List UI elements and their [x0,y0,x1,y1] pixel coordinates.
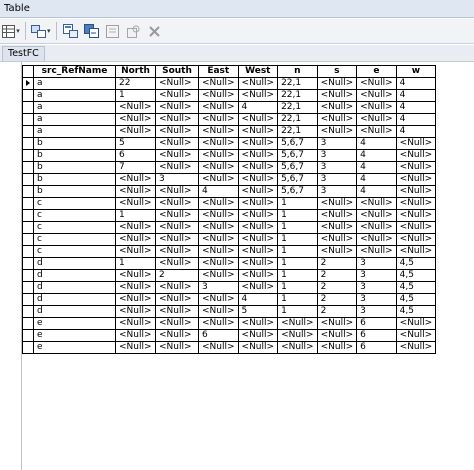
table-cell[interactable]: <Null> [396,330,436,342]
table-cell[interactable]: <Null> [199,198,239,210]
table-cell[interactable]: 1 [278,210,318,222]
table-cell[interactable]: <Null> [238,342,278,354]
table-cell[interactable]: <Null> [278,330,318,342]
column-header[interactable]: South [156,66,199,78]
table-cell[interactable]: <Null> [156,342,199,354]
table-cell[interactable]: <Null> [357,90,397,102]
table-cell[interactable]: <Null> [156,150,199,162]
table-cell[interactable]: c [34,222,116,234]
table-row[interactable] [23,114,436,126]
table-row[interactable] [23,174,436,186]
table-cell[interactable]: <Null> [238,246,278,258]
table-cell[interactable]: <Null> [156,78,199,90]
table-cell[interactable]: <Null> [357,126,397,138]
table-row[interactable] [23,186,436,198]
current-row-arrow-icon [26,80,30,86]
table-cell[interactable]: <Null> [199,210,239,222]
table-row[interactable] [23,102,436,114]
table-row[interactable] [23,330,436,342]
clear-selection-button[interactable] [104,21,122,41]
table-row[interactable] [23,282,436,294]
table-cell[interactable]: 4 [357,186,397,198]
row-selector[interactable] [23,198,34,210]
table-cell[interactable]: e [34,318,116,330]
table-cell[interactable]: <Null> [238,78,278,90]
table-cell[interactable]: <Null> [156,126,199,138]
table-cell[interactable]: 22,1 [278,78,318,90]
table-cell[interactable]: a [34,102,116,114]
table-cell[interactable]: <Null> [357,246,397,258]
table-cell[interactable]: <Null> [199,150,239,162]
table-cell[interactable]: e [34,342,116,354]
table-cell[interactable]: 5,6,7 [278,150,318,162]
table-cell[interactable]: a [34,114,116,126]
table-cell[interactable]: 1 [278,198,318,210]
table-cell[interactable]: 1 [116,258,156,270]
table-cell[interactable]: <Null> [116,294,156,306]
table-cell[interactable]: c [34,234,116,246]
table-cell[interactable]: <Null> [199,102,239,114]
table-cell[interactable]: c [34,246,116,258]
table-cell[interactable]: <Null> [238,222,278,234]
table-cell[interactable]: 4,5 [396,258,436,270]
table-cell[interactable]: <Null> [238,174,278,186]
row-selector[interactable] [23,282,34,294]
table-row[interactable] [23,90,436,102]
table-cell[interactable]: <Null> [199,318,239,330]
table-cell[interactable]: <Null> [116,306,156,318]
table-cell[interactable]: 3 [156,174,199,186]
row-selector[interactable] [23,342,34,354]
table-cell[interactable]: 4 [357,150,397,162]
toolbar-separator [56,22,57,40]
row-selector[interactable] [23,246,34,258]
table-cell[interactable]: <Null> [199,234,239,246]
table-options-icon [2,25,15,38]
table-cell[interactable]: <Null> [317,198,357,210]
table-cell[interactable]: <Null> [156,330,199,342]
select-by-attributes-icon [63,24,78,38]
column-header[interactable]: n [278,66,318,78]
table-cell[interactable]: 4,5 [396,282,436,294]
table-cell[interactable]: <Null> [396,222,436,234]
table-cell[interactable]: <Null> [116,246,156,258]
table-row[interactable] [23,234,436,246]
table-cell[interactable]: <Null> [238,186,278,198]
table-cell[interactable]: <Null> [396,138,436,150]
table-row[interactable] [23,210,436,222]
row-selector[interactable] [23,162,34,174]
table-cell[interactable]: <Null> [317,102,357,114]
table-cell[interactable]: <Null> [238,258,278,270]
row-selector[interactable] [23,318,34,330]
table-cell[interactable]: 3 [357,270,397,282]
table-cell[interactable]: 4 [396,114,436,126]
table-cell[interactable]: 5 [116,138,156,150]
table-cell[interactable]: <Null> [396,174,436,186]
table-cell[interactable]: d [34,270,116,282]
table-cell[interactable]: 2 [317,270,357,282]
table-cell[interactable]: <Null> [396,162,436,174]
table-cell[interactable]: <Null> [396,246,436,258]
row-selector[interactable] [23,330,34,342]
table-cell[interactable]: 1 [116,90,156,102]
table-cell[interactable]: 3 [357,282,397,294]
delete-selected-icon [149,26,160,37]
table-cell[interactable]: <Null> [116,342,156,354]
table-cell[interactable]: <Null> [116,282,156,294]
table-cell[interactable]: <Null> [199,174,239,186]
table-cell[interactable]: 5,6,7 [278,162,318,174]
row-selector[interactable] [23,102,34,114]
column-header[interactable]: src_RefName [34,66,116,78]
column-header[interactable]: West [238,66,278,78]
table-cell[interactable]: 1 [278,222,318,234]
table-cell[interactable]: 2 [317,306,357,318]
table-cell[interactable]: <Null> [156,234,199,246]
table-cell[interactable]: <Null> [396,186,436,198]
table-cell[interactable]: 7 [116,162,156,174]
table-cell[interactable]: a [34,126,116,138]
table-cell[interactable]: <Null> [238,210,278,222]
table-cell[interactable]: <Null> [317,222,357,234]
table-cell[interactable]: <Null> [199,138,239,150]
table-cell[interactable]: b [34,174,116,186]
table-cell[interactable]: <Null> [199,78,239,90]
table-cell[interactable]: <Null> [156,186,199,198]
delete-selected-button[interactable] [146,21,164,41]
table-cell[interactable]: <Null> [116,234,156,246]
table-cell[interactable]: 1 [278,258,318,270]
table-cell[interactable]: 2 [317,282,357,294]
table-cell[interactable]: d [34,306,116,318]
table-cell[interactable]: <Null> [199,162,239,174]
switch-selection-button[interactable] [83,21,101,41]
table-cell[interactable]: b [34,186,116,198]
table-row[interactable] [23,138,436,150]
select-by-attributes-button[interactable] [62,21,80,41]
row-selector[interactable] [23,114,34,126]
table-row[interactable] [23,150,436,162]
table-cell[interactable]: <Null> [199,294,239,306]
table-cell[interactable]: <Null> [116,198,156,210]
table-cell[interactable]: <Null> [396,198,436,210]
table-cell[interactable]: 1 [278,234,318,246]
table-cell[interactable]: <Null> [116,126,156,138]
table-cell[interactable]: e [34,330,116,342]
table-cell[interactable]: c [34,210,116,222]
table-cell[interactable]: 1 [278,270,318,282]
table-cell[interactable]: 3 [317,174,357,186]
table-cell[interactable]: 4,5 [396,294,436,306]
table-cell[interactable]: 3 [317,162,357,174]
table-cell[interactable]: 4 [357,138,397,150]
table-cell[interactable]: 4 [357,174,397,186]
table-cell[interactable]: <Null> [156,222,199,234]
table-cell[interactable]: 3 [317,150,357,162]
table-cell[interactable]: 4 [396,126,436,138]
row-selector[interactable] [23,126,34,138]
table-cell[interactable]: 22 [116,78,156,90]
table-cell[interactable]: 3 [317,138,357,150]
table-cell[interactable]: 4 [199,186,239,198]
table-cell[interactable]: <Null> [156,258,199,270]
table-cell[interactable]: <Null> [238,90,278,102]
table-cell[interactable]: <Null> [317,126,357,138]
table-cell[interactable]: d [34,294,116,306]
table-cell[interactable]: 3 [357,258,397,270]
table-cell[interactable]: <Null> [317,246,357,258]
table-cell[interactable]: <Null> [357,222,397,234]
table-row[interactable] [23,258,436,270]
table-cell[interactable]: 22,1 [278,114,318,126]
row-selector[interactable] [23,90,34,102]
table-row[interactable] [23,78,436,90]
table-cell[interactable]: 4 [357,162,397,174]
table-cell[interactable]: c [34,198,116,210]
table-cell[interactable]: <Null> [238,150,278,162]
table-row[interactable] [23,246,436,258]
table-row[interactable] [23,294,436,306]
table-cell[interactable]: <Null> [199,246,239,258]
table-cell[interactable]: <Null> [357,234,397,246]
table-cell[interactable]: <Null> [357,78,397,90]
switch-selection-icon [84,24,99,38]
table-cell[interactable]: <Null> [199,126,239,138]
table-cell[interactable]: 1 [278,294,318,306]
table-cell[interactable]: <Null> [396,150,436,162]
table-cell[interactable]: <Null> [156,198,199,210]
row-selector-header[interactable] [23,66,34,78]
table-cell[interactable]: <Null> [116,186,156,198]
table-cell[interactable]: b [34,162,116,174]
table-cell[interactable]: <Null> [238,198,278,210]
table-cell[interactable]: 3 [199,282,239,294]
row-selector[interactable] [23,270,34,282]
table-cell[interactable]: <Null> [199,342,239,354]
table-cell[interactable]: 4 [238,294,278,306]
row-selector[interactable] [23,222,34,234]
table-cell[interactable]: <Null> [156,210,199,222]
table-cell[interactable]: <Null> [156,294,199,306]
table-cell[interactable]: <Null> [357,198,397,210]
row-selector[interactable] [23,258,34,270]
table-cell[interactable]: 4,5 [396,306,436,318]
zoom-to-selected-button[interactable] [125,21,143,41]
table-cell[interactable]: <Null> [238,330,278,342]
table-cell[interactable]: <Null> [238,282,278,294]
table-cell[interactable]: <Null> [156,138,199,150]
table-row[interactable] [23,126,436,138]
row-selector[interactable] [23,186,34,198]
table-cell[interactable]: <Null> [116,102,156,114]
table-cell[interactable]: <Null> [396,342,436,354]
table-cell[interactable]: 5 [238,306,278,318]
row-selector[interactable] [23,78,34,90]
column-header[interactable]: w [396,66,436,78]
row-selector[interactable] [23,150,34,162]
table-cell[interactable]: 6 [116,150,156,162]
table-cell[interactable]: <Null> [156,282,199,294]
table-row[interactable] [23,318,436,330]
chevron-down-icon: ▾ [47,27,51,35]
tab-testfc[interactable]: TestFC [2,46,45,61]
table-cell[interactable]: <Null> [278,318,318,330]
table-cell[interactable]: 5,6,7 [278,186,318,198]
table-cell[interactable]: <Null> [238,126,278,138]
table-cell[interactable]: 2 [156,270,199,282]
table-cell[interactable]: 1 [116,210,156,222]
table-cell[interactable]: 4 [396,102,436,114]
table-body [23,78,436,354]
table-cell[interactable]: a [34,78,116,90]
table-cell[interactable]: b [34,138,116,150]
table-cell[interactable]: <Null> [156,318,199,330]
table-cell[interactable]: 3 [357,306,397,318]
row-selector[interactable] [23,294,34,306]
related-tables-icon [31,25,46,38]
table-cell[interactable]: <Null> [199,270,239,282]
table-cell[interactable]: 3 [357,294,397,306]
table-toolbar [0,19,474,44]
table-cell[interactable]: <Null> [317,318,357,330]
table-cell[interactable]: <Null> [357,114,397,126]
window-title: Table [0,0,474,18]
table-cell[interactable]: <Null> [156,102,199,114]
table-cell[interactable]: 6 [357,342,397,354]
column-header[interactable]: North [116,66,156,78]
table-cell[interactable]: 22,1 [278,90,318,102]
attribute-table [22,65,436,354]
table-cell[interactable]: <Null> [199,90,239,102]
table-cell[interactable]: d [34,282,116,294]
table-cell[interactable]: a [34,90,116,102]
table-cell[interactable]: <Null> [199,306,239,318]
table-cell[interactable]: <Null> [116,318,156,330]
table-cell[interactable]: <Null> [199,222,239,234]
table-row[interactable] [23,306,436,318]
table-cell[interactable]: 2 [317,258,357,270]
row-selector[interactable] [23,210,34,222]
table-cell[interactable]: <Null> [357,102,397,114]
table-row[interactable] [23,162,436,174]
table-cell[interactable]: <Null> [116,114,156,126]
table-cell[interactable]: 3 [317,186,357,198]
table-row[interactable] [23,198,436,210]
table-cell[interactable]: <Null> [317,114,357,126]
table-cell[interactable]: <Null> [396,234,436,246]
table-cell[interactable]: 5,6,7 [278,174,318,186]
row-selector[interactable] [23,234,34,246]
zoom-to-selected-icon [127,25,141,38]
column-header[interactable]: s [317,66,357,78]
table-cell[interactable]: 1 [278,282,318,294]
table-cell[interactable]: d [34,258,116,270]
table-cell[interactable]: <Null> [317,78,357,90]
table-cell[interactable]: <Null> [199,258,239,270]
table-options-button[interactable] [2,21,20,41]
table-cell[interactable]: <Null> [317,210,357,222]
table-cell[interactable]: 1 [278,246,318,258]
related-tables-button[interactable] [31,21,51,41]
table-row[interactable] [23,222,436,234]
table-cell[interactable]: 6 [199,330,239,342]
table-cell[interactable]: <Null> [357,210,397,222]
table-cell[interactable]: 6 [357,318,397,330]
table-cell[interactable]: <Null> [156,246,199,258]
table-cell[interactable]: <Null> [238,234,278,246]
table-cell[interactable]: 2 [317,294,357,306]
attribute-table-area [0,62,474,470]
table-cell[interactable]: <Null> [116,222,156,234]
table-header-row [23,66,436,78]
table-cell[interactable]: <Null> [238,138,278,150]
table-cell[interactable]: 4 [396,78,436,90]
table-cell[interactable]: <Null> [317,90,357,102]
table-cell[interactable]: 5,6,7 [278,138,318,150]
table-cell[interactable]: <Null> [156,162,199,174]
table-cell[interactable]: <Null> [156,114,199,126]
table-tab-bar [0,45,474,62]
table-cell[interactable]: <Null> [116,330,156,342]
column-header[interactable]: East [199,66,239,78]
table-cell[interactable]: <Null> [116,174,156,186]
table-cell[interactable]: 4,5 [396,270,436,282]
table-cell[interactable]: <Null> [278,342,318,354]
table-cell[interactable]: <Null> [317,330,357,342]
table-cell[interactable]: <Null> [156,90,199,102]
table-cell[interactable]: 22,1 [278,126,318,138]
table-cell[interactable]: <Null> [396,318,436,330]
table-cell[interactable]: 1 [278,306,318,318]
row-selector[interactable] [23,306,34,318]
chevron-down-icon: ▾ [16,27,20,35]
table-cell[interactable]: 4 [238,102,278,114]
table-cell[interactable]: <Null> [238,270,278,282]
column-header[interactable]: e [357,66,397,78]
table-cell[interactable]: 22,1 [278,102,318,114]
table-cell[interactable]: <Null> [199,114,239,126]
table-cell[interactable]: 4 [396,90,436,102]
table-cell[interactable]: <Null> [116,270,156,282]
table-cell[interactable]: <Null> [238,318,278,330]
row-selector[interactable] [23,174,34,186]
table-cell[interactable]: <Null> [317,234,357,246]
table-cell[interactable]: <Null> [317,342,357,354]
toolbar-separator [25,22,26,40]
table-cell[interactable]: <Null> [396,210,436,222]
table-cell[interactable]: <Null> [156,306,199,318]
table-row[interactable] [23,270,436,282]
table-cell[interactable]: <Null> [238,162,278,174]
clear-selection-icon [106,25,119,38]
table-cell[interactable]: 6 [357,330,397,342]
table-cell[interactable]: <Null> [238,114,278,126]
table-row[interactable] [23,342,436,354]
row-selector[interactable] [23,138,34,150]
table-cell[interactable]: b [34,150,116,162]
